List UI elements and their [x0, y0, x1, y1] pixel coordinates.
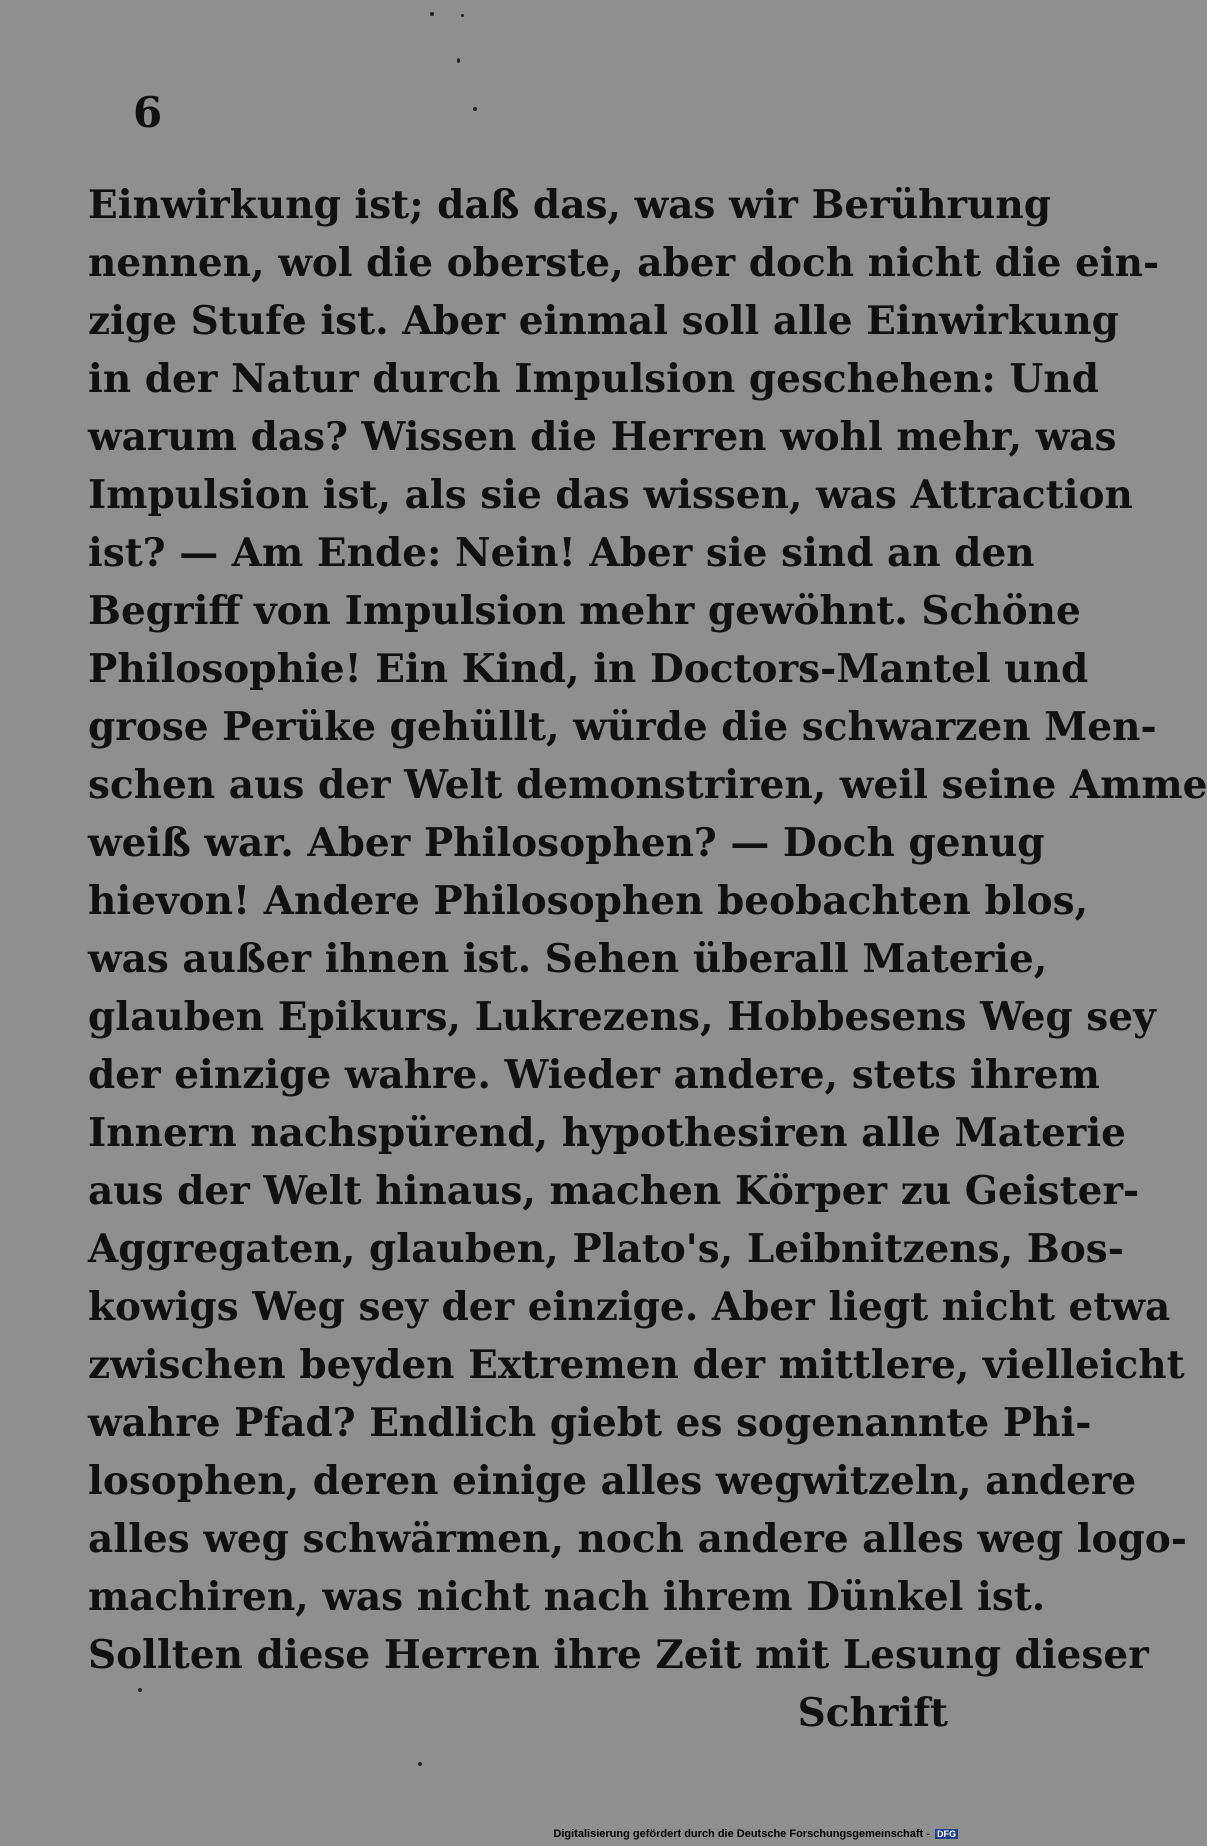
text-line: alles weg schwärmen, noch andere alles weg logo- — [88, 1516, 1187, 1562]
text-line: was außer ihnen ist. Sehen überall Materie, — [88, 936, 1048, 982]
text-line: in der Natur durch Impulsion geschehen: Und — [88, 356, 1099, 402]
footer-credit — [553, 1828, 958, 1840]
text-line: zige Stufe ist. Aber einmal soll alle Einwirkung — [88, 298, 1119, 344]
text-line: zwischen beyden Extremen der mittlere, vielleicht — [88, 1342, 1185, 1388]
scan-speck — [138, 1688, 142, 1692]
text-line: losophen, deren einige alles wegwitzeln, andere — [88, 1458, 1137, 1504]
footer-credit-text: Digitalisierung gefördert durch die Deutsche Forschungsgemeinschaft - — [553, 1828, 930, 1840]
text-line: der einzige wahre. Wieder andere, stets ihrem — [88, 1052, 1100, 1098]
text-line: schen aus der Welt demonstriren, weil seine Amme — [88, 762, 1207, 808]
text-line: Schrift — [797, 1690, 948, 1736]
text-line: hievon! Andere Philosophen beobachten blos, — [88, 878, 1089, 924]
dfg-logo: DFG — [937, 1829, 956, 1840]
scan-speck — [461, 14, 464, 17]
page-number: 6 — [133, 88, 163, 137]
text-line: kowigs Weg sey der einzige. Aber liegt nicht etwa — [88, 1284, 1171, 1330]
scan-speck — [430, 12, 434, 16]
text-line: warum das? Wissen die Herren wohl mehr, was — [88, 414, 1117, 460]
text-line: aus der Welt hinaus, machen Körper zu Geister- — [88, 1168, 1140, 1214]
scan-speck — [473, 107, 477, 111]
text-line: glauben Epikurs, Lukrezens, Hobbesens Weg sey — [88, 994, 1156, 1040]
text-line: Aggregaten, glauben, Plato's, Leibnitzens, Bos- — [88, 1226, 1124, 1272]
text-line: Sollten diese Herren ihre Zeit mit Lesung dieser — [88, 1632, 1149, 1678]
text-line: Begriff von Impulsion mehr gewöhnt. Schöne — [88, 588, 1081, 634]
text-line: Innern nachspürend, hypothesiren alle Materie — [88, 1110, 1126, 1156]
body-text — [88, 176, 1207, 1742]
text-line: weiß war. Aber Philosophen? — Doch genug — [88, 820, 1045, 866]
text-line: ist? — Am Ende: Nein! Aber sie sind an den — [88, 530, 1035, 576]
text-line: grose Perüke gehüllt, würde die schwarzen Men- — [88, 704, 1157, 750]
text-line: nennen, wol die oberste, aber doch nicht die ein- — [88, 240, 1160, 286]
text-line: Philosophie! Ein Kind, in Doctors-Mantel und — [88, 646, 1089, 692]
scan-speck — [418, 1762, 422, 1766]
text-line: Impulsion ist, als sie das wissen, was Attraction — [88, 472, 1133, 518]
text-line: machiren, was nicht nach ihrem Dünkel ist. — [88, 1574, 1046, 1620]
text-line: wahre Pfad? Endlich giebt es sogenannte Phi- — [88, 1400, 1092, 1446]
scan-speck — [457, 58, 460, 63]
text-line: Einwirkung ist; daß das, was wir Berührung — [88, 182, 1052, 228]
